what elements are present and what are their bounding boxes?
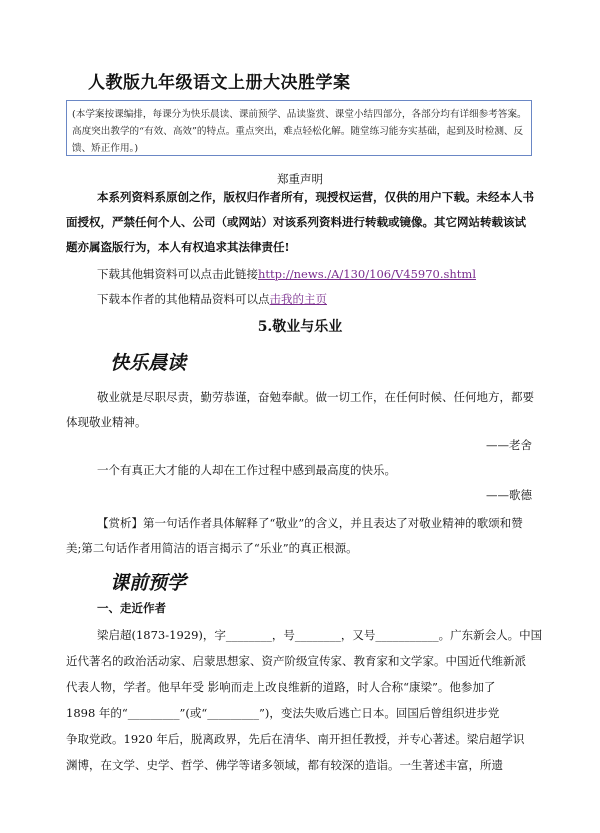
quote-line: 一个有真正大才能的人却在工作过程中感到最高度的快乐。 bbox=[97, 463, 396, 477]
intro-box bbox=[66, 100, 532, 156]
intro-line: 馈、矫正作用。) bbox=[72, 143, 139, 154]
download-prefix: 下载其他辑资料可以点击此链接 bbox=[97, 267, 258, 281]
author-homepage-link[interactable]: 击我的主页 bbox=[269, 292, 327, 306]
download-line bbox=[97, 262, 476, 287]
bio-line: 近代著名的政治活动家、启蒙思想家、资产阶级宣传家、教育家和文学家。中国近代维新派 bbox=[66, 654, 526, 668]
download-link[interactable]: http://news./A/130/106/V45970.shtml bbox=[258, 267, 477, 281]
appreciation-line: 美;第二句话作者用简洁的语言揭示了“乐业”的真正根源。 bbox=[66, 541, 358, 555]
intro-line: 高度突出教学的“有效、高效”的特点。重点突出，难点轻松化解。随堂练习能夯实基础，起到及时检测、反 bbox=[72, 126, 524, 137]
author-prefix: 下载本作者的其他精品资料可以点 bbox=[97, 292, 270, 306]
quote-line: 敬业就是尽职尽责，勤劳恭谨，奋勉奉献。做一切工作，在任何时候、任何地方，都要 bbox=[97, 390, 534, 404]
intro-line: (本学案按课编排，每课分为快乐晨读、课前预学、品读鉴赏、课堂小结四部分，各部分均有详细参考答案。 bbox=[72, 109, 527, 120]
bio-line: 代表人物，学者。他早年受 影响而走上改良维新的道路，时人合称“康梁”。他参加了 bbox=[66, 680, 496, 694]
author-line bbox=[97, 287, 327, 312]
notice-title: 郑重声明 bbox=[277, 172, 323, 186]
quote-line: 体现敬业精神。 bbox=[66, 415, 147, 429]
section-heading-pre-study: 课前预学 bbox=[110, 572, 187, 594]
notice-line: 题亦属盗版行为，本人有权追求其法律责任! bbox=[66, 240, 290, 254]
notice-line: 本系列资料系原创之作，版权归作者所有，现授权运营，仅供的用户下载。未经本人书 bbox=[97, 190, 534, 204]
bio-line: 梁启超(1873-1929)，字________，号________，又号___________。广东新会人。中国 bbox=[97, 628, 543, 642]
lesson-title: 5.敬业与乐业 bbox=[257, 319, 343, 335]
section-heading-morning-reading: 快乐晨读 bbox=[110, 352, 187, 374]
bio-line: 1898 年的“_________”(或“_________”)，变法失败后逃亡日本。回国后曾组织进步党 bbox=[66, 706, 500, 720]
quote-author: ——老舍 bbox=[486, 438, 532, 452]
bio-line: 渊博，在文学、史学、哲学、佛学等诸多领域，都有较深的造诣。一生著述丰富，所遗 bbox=[66, 758, 503, 772]
notice-line: 面授权，严禁任何个人、公司（或网站）对该系列资料进行转载或镜像。其它网站转载该试 bbox=[66, 215, 526, 229]
bio-line: 争取党政。1920 年后，脱离政界，先后在清华、南开担任教授，并专心著述。梁启超学识 bbox=[66, 732, 525, 746]
appreciation-line: 【赏析】第一句话作者具体解释了“敬业”的含义，并且表达了对敬业精神的歌颂和赞 bbox=[97, 516, 523, 530]
quote-author: ——歌德 bbox=[486, 488, 532, 502]
subsection-heading: 一、走近作者 bbox=[97, 601, 166, 615]
document-title: 人教版九年级语文上册大决胜学案 bbox=[88, 73, 351, 93]
